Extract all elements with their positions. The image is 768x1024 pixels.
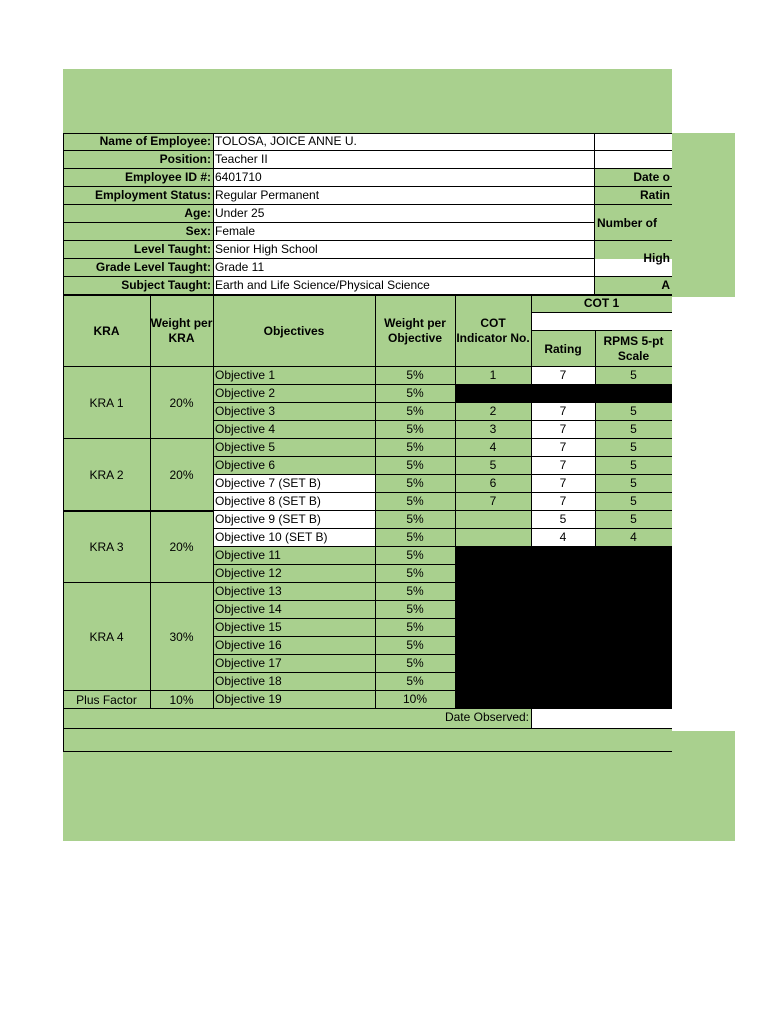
objective-1: Objective 1 <box>213 367 375 385</box>
objective-19-weight: 10% <box>375 691 455 709</box>
masked-row-objective-2 <box>455 385 672 403</box>
objective-8: Objective 8 (SET B) <box>213 493 375 511</box>
value-name[interactable]: TOLOSA, JOICE ANNE U. <box>213 133 594 151</box>
value-grade[interactable]: Grade 11 <box>213 259 594 277</box>
objective-14: Objective 14 <box>213 601 375 619</box>
objective-9-scale: 5 <box>595 511 672 529</box>
objective-13-weight: 5% <box>375 583 455 601</box>
objective-10-scale: 4 <box>595 529 672 547</box>
objective-15: Objective 15 <box>213 619 375 637</box>
objective-7-scale: 5 <box>595 475 672 493</box>
header-kra: KRA <box>63 295 150 367</box>
objective-8-weight: 5% <box>375 493 455 511</box>
value-sex[interactable]: Female <box>213 223 594 241</box>
objective-9: Objective 9 (SET B) <box>213 511 375 529</box>
grid-line <box>63 690 213 691</box>
value-employee-id[interactable]: 6401710 <box>213 169 594 187</box>
grid-line <box>63 222 595 223</box>
grid-line <box>213 133 214 709</box>
grid-line <box>63 366 672 367</box>
value-subject[interactable]: Earth and Life Science/Physical Science <box>213 277 594 295</box>
objective-4-rating[interactable]: 7 <box>531 421 595 439</box>
objective-10-weight: 5% <box>375 529 455 547</box>
right-cell-blank-2 <box>595 151 672 169</box>
label-name: Name of Employee: <box>63 133 213 151</box>
objective-16-weight: 5% <box>375 637 455 655</box>
right-info-band <box>672 133 735 297</box>
plus-factor-weight: 10% <box>150 691 213 709</box>
kra-3-cell: KRA 3 <box>63 511 150 583</box>
objective-4-cot: 3 <box>455 421 531 439</box>
value-level[interactable]: Senior High School <box>213 241 594 259</box>
objective-18-weight: 5% <box>375 673 455 691</box>
grid-line <box>63 186 672 187</box>
grid-line <box>63 728 672 729</box>
objective-6-rating[interactable]: 7 <box>531 457 595 475</box>
kra-4-weight: 30% <box>150 583 213 691</box>
grid-line <box>63 438 213 439</box>
grid-line <box>531 312 672 313</box>
grid-line <box>63 582 213 583</box>
objective-16: Objective 16 <box>213 637 375 655</box>
grid-line <box>375 295 376 709</box>
objective-6-weight: 5% <box>375 457 455 475</box>
objective-10-cot <box>455 529 531 547</box>
label-rating-truncated: Ratin <box>595 187 672 205</box>
header-cot-indicator: COT Indicator No. <box>455 295 531 367</box>
objective-18: Objective 18 <box>213 673 375 691</box>
objective-6-scale: 5 <box>595 457 672 475</box>
objective-15-weight: 5% <box>375 619 455 637</box>
date-observed-input[interactable] <box>531 709 672 728</box>
label-a-truncated: A <box>595 277 672 295</box>
objective-9-weight: 5% <box>375 511 455 529</box>
objective-8-rating[interactable]: 7 <box>531 493 595 511</box>
grid-line <box>595 331 596 547</box>
value-position[interactable]: Teacher II <box>213 151 594 169</box>
grid-line <box>63 510 213 512</box>
header-objectives: Objectives <box>213 295 375 367</box>
header-weight-kra: Weight per KRA <box>150 295 213 367</box>
label-date-observed-truncated: Date o <box>595 169 672 187</box>
grid-line <box>63 276 672 277</box>
objective-13: Objective 13 <box>213 583 375 601</box>
objective-3: Objective 3 <box>213 403 375 421</box>
objective-10-rating[interactable]: 4 <box>531 529 595 547</box>
objective-4-scale: 5 <box>595 421 672 439</box>
objective-2: Objective 2 <box>213 385 375 403</box>
objective-8-scale: 5 <box>595 493 672 511</box>
grid-line <box>63 240 672 241</box>
objective-7-weight: 5% <box>375 475 455 493</box>
objective-7: Objective 7 (SET B) <box>213 475 375 493</box>
grid-line <box>455 295 456 709</box>
grid-line <box>150 295 151 709</box>
header-weight-objective: Weight per Objective <box>375 295 455 367</box>
objective-4: Objective 4 <box>213 421 375 439</box>
objective-2-weight: 5% <box>375 385 455 403</box>
objective-17: Objective 17 <box>213 655 375 673</box>
label-sex: Sex: <box>63 223 213 241</box>
label-subject: Subject Taught: <box>63 277 213 295</box>
objective-12-weight: 5% <box>375 565 455 583</box>
kra-2-weight: 20% <box>150 439 213 511</box>
kra-4-cell: KRA 4 <box>63 583 150 691</box>
grid-line <box>63 133 672 134</box>
objective-1-weight: 5% <box>375 367 455 385</box>
date-observed-label: Date Observed: <box>63 709 531 728</box>
objective-3-cot: 2 <box>455 403 531 421</box>
label-position: Position: <box>63 151 213 169</box>
masked-block <box>455 547 672 709</box>
kra-3-weight: 20% <box>150 511 213 583</box>
blank-footer-row <box>63 728 672 752</box>
objective-4-weight: 5% <box>375 421 455 439</box>
objective-1-rating[interactable]: 7 <box>531 367 595 385</box>
kra-2-cell: KRA 2 <box>63 439 150 511</box>
cot1-input-cell[interactable] <box>531 313 672 331</box>
objective-6-cot: 5 <box>455 457 531 475</box>
grid-line <box>531 330 672 331</box>
objective-5-rating[interactable]: 7 <box>531 439 595 457</box>
grid-line <box>594 133 595 295</box>
label-age: Age: <box>63 205 213 223</box>
objective-3-scale: 5 <box>595 403 672 421</box>
objective-5-cot: 4 <box>455 439 531 457</box>
objective-7-cot: 6 <box>455 475 531 493</box>
objective-1-cot: 1 <box>455 367 531 385</box>
objective-1-scale: 5 <box>595 367 672 385</box>
objective-9-cot <box>455 511 531 529</box>
objective-3-rating[interactable]: 7 <box>531 403 595 421</box>
header-rating: Rating <box>531 331 595 367</box>
objective-3-weight: 5% <box>375 403 455 421</box>
objective-17-weight: 5% <box>375 655 455 673</box>
rating-sheet <box>63 133 672 752</box>
grid-line <box>63 150 672 151</box>
header-band <box>63 69 672 133</box>
label-grade: Grade Level Taught: <box>63 259 213 277</box>
header-cot1: COT 1 <box>531 295 672 313</box>
right-cell-blank-1 <box>595 133 672 151</box>
objective-11: Objective 11 <box>213 547 375 565</box>
kra-1-cell: KRA 1 <box>63 367 150 439</box>
kra-1-weight: 20% <box>150 367 213 439</box>
value-status[interactable]: Regular Permanent <box>213 187 594 205</box>
label-highest-truncated: High <box>643 251 670 265</box>
grid-line <box>63 708 672 709</box>
grid-line <box>63 168 672 169</box>
objective-11-weight: 5% <box>375 547 455 565</box>
label-level: Level Taught: <box>63 241 213 259</box>
label-number-truncated: Number of <box>595 205 672 241</box>
plus-factor-cell: Plus Factor <box>63 691 150 709</box>
header-rpms-scale: RPMS 5-pt Scale <box>595 331 672 367</box>
grid-line <box>63 258 595 259</box>
objective-12: Objective 12 <box>213 565 375 583</box>
objective-14-weight: 5% <box>375 601 455 619</box>
objective-8-cot: 7 <box>455 493 531 511</box>
grid-line <box>63 751 672 752</box>
grid-line <box>63 204 672 205</box>
objective-10: Objective 10 (SET B) <box>213 529 375 547</box>
label-status: Employment Status: <box>63 187 213 205</box>
objective-5: Objective 5 <box>213 439 375 457</box>
grid-line <box>63 294 672 296</box>
objective-6: Objective 6 <box>213 457 375 475</box>
label-employee-id: Employee ID #: <box>63 169 213 187</box>
objective-7-rating[interactable]: 7 <box>531 475 595 493</box>
objective-19: Objective 19 <box>213 691 375 709</box>
value-age[interactable]: Under 25 <box>213 205 594 223</box>
objective-5-weight: 5% <box>375 439 455 457</box>
objective-5-scale: 5 <box>595 439 672 457</box>
grid-line <box>531 295 532 728</box>
objective-9-rating[interactable]: 5 <box>531 511 595 529</box>
grid-line <box>63 133 64 752</box>
